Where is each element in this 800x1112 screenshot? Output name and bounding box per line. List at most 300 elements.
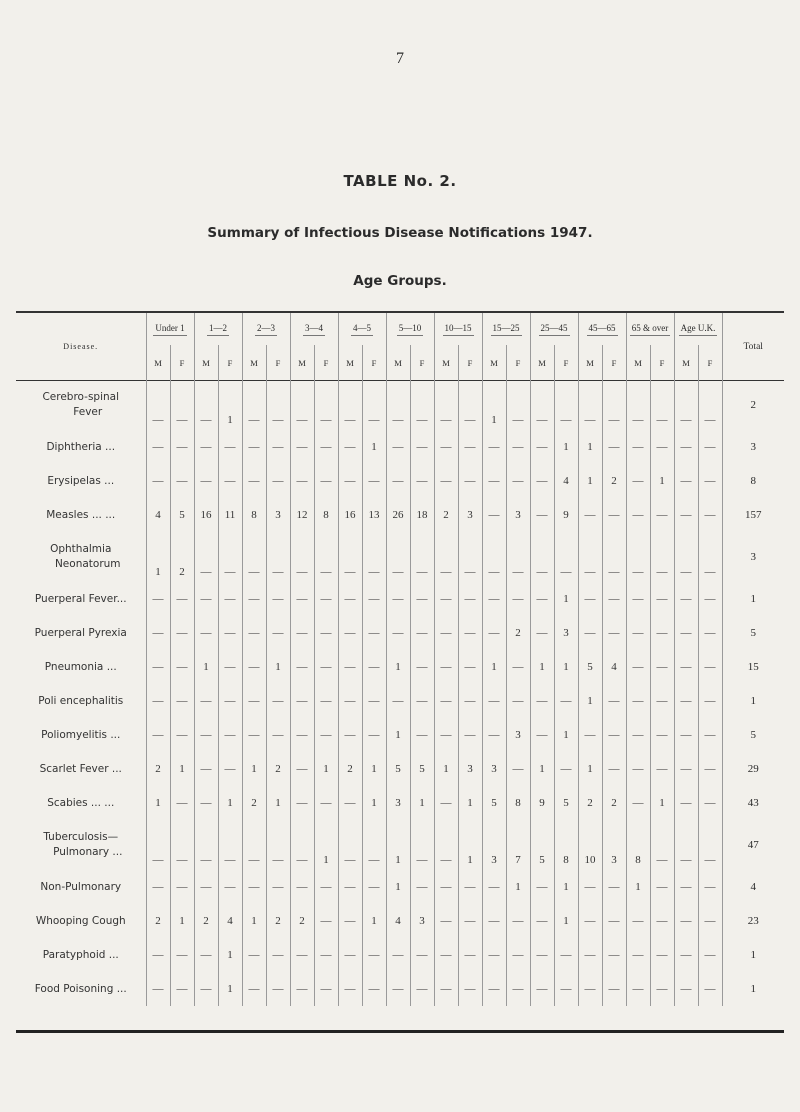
count-cell: — <box>338 650 362 684</box>
count-cell: — <box>650 938 674 972</box>
count-cell: 3 <box>554 616 578 650</box>
disease-name <box>16 752 146 786</box>
age-group-header: 45—65 <box>578 313 626 345</box>
count-cell: — <box>410 820 434 870</box>
count-cell: — <box>458 582 482 616</box>
count-cell: — <box>314 616 338 650</box>
count-cell: — <box>650 532 674 582</box>
table-bottom-rule <box>16 1030 784 1033</box>
count-cell: — <box>242 430 266 464</box>
count-cell: — <box>674 684 698 718</box>
count-cell: — <box>698 870 722 904</box>
count-cell: 1 <box>530 752 554 786</box>
table-row <box>16 430 784 464</box>
disease-name <box>16 786 146 820</box>
age-group-header: 15—25 <box>482 313 530 345</box>
count-cell: 26 <box>386 498 410 532</box>
male-column-header: M <box>338 345 362 380</box>
count-cell: — <box>338 904 362 938</box>
total-cell: 5 <box>722 616 784 650</box>
count-cell: — <box>362 650 386 684</box>
count-cell: — <box>554 684 578 718</box>
count-cell: 1 <box>554 870 578 904</box>
count-cell: — <box>482 430 506 464</box>
count-cell: — <box>242 582 266 616</box>
table-title: TABLE No. 2. <box>343 172 457 190</box>
count-cell: — <box>146 972 170 1006</box>
disease-name <box>16 820 146 870</box>
count-cell: — <box>194 752 218 786</box>
count-cell: — <box>506 938 530 972</box>
count-cell: — <box>338 684 362 718</box>
count-cell: — <box>218 870 242 904</box>
disease-name-line: Neonatorum <box>54 558 121 570</box>
count-cell: — <box>434 684 458 718</box>
count-cell: 1 <box>410 786 434 820</box>
disease-name-line: Measles ... ... <box>46 508 116 521</box>
count-cell: 10 <box>578 820 602 870</box>
count-cell: — <box>170 938 194 972</box>
notifications-table <box>16 313 784 1006</box>
count-cell: — <box>386 380 410 430</box>
count-cell: — <box>602 582 626 616</box>
count-cell: — <box>698 616 722 650</box>
count-cell: — <box>266 972 290 1006</box>
count-cell: — <box>386 430 410 464</box>
count-cell: — <box>650 380 674 430</box>
count-cell: — <box>506 582 530 616</box>
count-cell: — <box>434 616 458 650</box>
count-cell: — <box>626 498 650 532</box>
count-cell: — <box>314 532 338 582</box>
count-cell: — <box>650 650 674 684</box>
count-cell: — <box>170 380 194 430</box>
age-group-header: 3—4 <box>290 313 338 345</box>
count-cell: — <box>242 616 266 650</box>
count-cell: 5 <box>530 820 554 870</box>
count-cell: — <box>674 904 698 938</box>
count-cell: — <box>410 650 434 684</box>
count-cell: — <box>434 380 458 430</box>
count-cell: — <box>338 532 362 582</box>
count-cell: 8 <box>554 820 578 870</box>
count-cell: — <box>674 616 698 650</box>
age-group-header: 2—3 <box>242 313 290 345</box>
disease-name-line: Erysipelas ... <box>47 474 115 487</box>
count-cell: — <box>146 380 170 430</box>
disease-name-line: Poli encephalitis <box>38 694 124 707</box>
count-cell: — <box>290 464 314 498</box>
count-cell: — <box>362 380 386 430</box>
count-cell: — <box>434 718 458 752</box>
male-column-header: M <box>482 345 506 380</box>
count-cell: — <box>698 464 722 498</box>
count-cell: — <box>266 870 290 904</box>
count-cell: 2 <box>506 616 530 650</box>
age-group-header: 4—5 <box>338 313 386 345</box>
count-cell: 2 <box>242 786 266 820</box>
disease-name <box>16 650 146 684</box>
count-cell: — <box>218 752 242 786</box>
count-cell: — <box>674 972 698 1006</box>
count-cell: 8 <box>626 820 650 870</box>
count-cell: 1 <box>218 380 242 430</box>
page-number: 7 <box>396 50 404 67</box>
female-column-header: F <box>650 345 674 380</box>
count-cell: — <box>338 786 362 820</box>
count-cell: 2 <box>578 786 602 820</box>
count-cell: — <box>698 718 722 752</box>
count-cell: 1 <box>482 380 506 430</box>
count-cell: 3 <box>458 752 482 786</box>
count-cell: — <box>674 464 698 498</box>
count-cell: — <box>338 582 362 616</box>
count-cell: — <box>146 820 170 870</box>
count-cell: — <box>578 582 602 616</box>
count-cell: — <box>242 464 266 498</box>
count-cell: — <box>530 938 554 972</box>
count-cell: — <box>578 718 602 752</box>
count-cell: — <box>434 532 458 582</box>
count-cell: — <box>338 464 362 498</box>
count-cell: — <box>626 464 650 498</box>
count-cell: — <box>602 430 626 464</box>
count-cell: — <box>146 430 170 464</box>
count-cell: — <box>458 532 482 582</box>
count-cell: — <box>602 380 626 430</box>
count-cell: — <box>578 972 602 1006</box>
count-cell: — <box>242 820 266 870</box>
count-cell: — <box>362 616 386 650</box>
male-column-header: M <box>578 345 602 380</box>
count-cell: 1 <box>266 786 290 820</box>
count-cell: — <box>674 820 698 870</box>
disease-name <box>16 464 146 498</box>
count-cell: — <box>242 380 266 430</box>
count-cell: — <box>146 616 170 650</box>
disease-name <box>16 904 146 938</box>
count-cell: — <box>698 498 722 532</box>
count-cell: — <box>458 972 482 1006</box>
count-cell: 1 <box>314 752 338 786</box>
table-row <box>16 582 784 616</box>
count-cell: 1 <box>530 650 554 684</box>
male-column-header: M <box>194 345 218 380</box>
count-cell: — <box>362 532 386 582</box>
count-cell: — <box>554 752 578 786</box>
count-cell: — <box>314 684 338 718</box>
count-cell: — <box>362 938 386 972</box>
count-cell: — <box>650 498 674 532</box>
count-cell: — <box>482 616 506 650</box>
count-cell: — <box>602 616 626 650</box>
female-column-header: F <box>698 345 722 380</box>
total-cell: 47 <box>722 820 784 870</box>
count-cell: 3 <box>482 752 506 786</box>
count-cell: — <box>338 616 362 650</box>
count-cell: 2 <box>290 904 314 938</box>
count-cell: 1 <box>578 430 602 464</box>
count-cell: — <box>314 786 338 820</box>
total-cell: 3 <box>722 430 784 464</box>
count-cell: — <box>386 464 410 498</box>
count-cell: — <box>434 904 458 938</box>
count-cell: — <box>266 532 290 582</box>
table-row <box>16 464 784 498</box>
count-cell: — <box>218 430 242 464</box>
count-cell: — <box>338 938 362 972</box>
table-row <box>16 786 784 820</box>
count-cell: — <box>698 752 722 786</box>
count-cell: — <box>146 870 170 904</box>
total-column-header: Total <box>722 313 784 380</box>
count-cell: — <box>338 718 362 752</box>
count-cell: 1 <box>386 870 410 904</box>
count-cell: — <box>434 464 458 498</box>
count-cell: — <box>482 464 506 498</box>
age-group-header: Age U.K. <box>674 313 722 345</box>
count-cell: — <box>674 650 698 684</box>
count-cell: — <box>338 972 362 1006</box>
disease-name-line: Pulmonary ... <box>53 846 123 858</box>
count-cell: — <box>434 870 458 904</box>
count-cell: 1 <box>554 430 578 464</box>
female-column-header: F <box>506 345 530 380</box>
count-cell: — <box>410 870 434 904</box>
count-cell: — <box>314 430 338 464</box>
count-cell: — <box>218 464 242 498</box>
count-cell: 5 <box>482 786 506 820</box>
count-cell: — <box>386 972 410 1006</box>
count-cell: — <box>362 464 386 498</box>
count-cell: 1 <box>146 786 170 820</box>
disease-name <box>16 532 146 582</box>
disease-name-line: Diphtheria ... <box>46 440 116 453</box>
count-cell: 3 <box>506 718 530 752</box>
disease-name-line: Fever <box>73 406 103 418</box>
count-cell: — <box>194 430 218 464</box>
disease-name-line: Tuberculosis— <box>43 831 119 843</box>
count-cell: 1 <box>386 820 410 870</box>
count-cell: 2 <box>338 752 362 786</box>
disease-name-line: Ophthalmia <box>50 543 112 555</box>
count-cell: — <box>458 430 482 464</box>
count-cell: — <box>458 464 482 498</box>
count-cell: — <box>578 498 602 532</box>
count-cell: — <box>386 532 410 582</box>
count-cell: — <box>242 718 266 752</box>
count-cell: 1 <box>242 752 266 786</box>
count-cell: 3 <box>386 786 410 820</box>
count-cell: — <box>602 938 626 972</box>
count-cell: — <box>674 380 698 430</box>
count-cell: 2 <box>146 904 170 938</box>
table-row <box>16 684 784 718</box>
count-cell: — <box>194 464 218 498</box>
count-cell: — <box>170 786 194 820</box>
count-cell: — <box>266 820 290 870</box>
count-cell: — <box>698 972 722 1006</box>
count-cell: — <box>266 380 290 430</box>
female-column-header: F <box>554 345 578 380</box>
count-cell: — <box>650 582 674 616</box>
count-cell: — <box>554 938 578 972</box>
count-cell: 1 <box>554 582 578 616</box>
count-cell: — <box>506 650 530 684</box>
count-cell: — <box>650 684 674 718</box>
count-cell: — <box>650 972 674 1006</box>
count-cell: — <box>650 820 674 870</box>
count-cell: 1 <box>362 904 386 938</box>
table-row <box>16 904 784 938</box>
count-cell: — <box>530 380 554 430</box>
count-cell: — <box>674 532 698 582</box>
count-cell: 1 <box>434 752 458 786</box>
disease-name <box>16 380 146 430</box>
count-cell: — <box>146 464 170 498</box>
count-cell: 8 <box>242 498 266 532</box>
count-cell: — <box>170 820 194 870</box>
count-cell: — <box>266 430 290 464</box>
count-cell: — <box>170 582 194 616</box>
count-cell: — <box>290 718 314 752</box>
disease-name <box>16 718 146 752</box>
count-cell: — <box>314 938 338 972</box>
count-cell: — <box>530 904 554 938</box>
count-cell: 3 <box>506 498 530 532</box>
count-cell: — <box>266 464 290 498</box>
count-cell: 1 <box>554 650 578 684</box>
disease-name-line: Food Poisoning ... <box>34 982 127 995</box>
count-cell: — <box>218 684 242 718</box>
count-cell: — <box>146 718 170 752</box>
count-cell: — <box>146 582 170 616</box>
table-subtitle: Summary of Infectious Disease Notifications 1947. <box>207 225 593 241</box>
count-cell: — <box>674 752 698 786</box>
total-cell: 29 <box>722 752 784 786</box>
count-cell: — <box>650 904 674 938</box>
count-cell: — <box>626 972 650 1006</box>
count-cell: — <box>242 870 266 904</box>
count-cell: 5 <box>386 752 410 786</box>
table-row <box>16 380 784 430</box>
disease-name <box>16 430 146 464</box>
count-cell: — <box>698 582 722 616</box>
count-cell: 2 <box>266 904 290 938</box>
disease-name <box>16 870 146 904</box>
count-cell: — <box>170 430 194 464</box>
count-cell: — <box>578 870 602 904</box>
count-cell: — <box>362 870 386 904</box>
count-cell: — <box>314 904 338 938</box>
count-cell: — <box>458 904 482 938</box>
count-cell: — <box>146 650 170 684</box>
count-cell: 1 <box>170 752 194 786</box>
count-cell: — <box>290 786 314 820</box>
count-cell: — <box>578 938 602 972</box>
count-cell: — <box>314 464 338 498</box>
count-cell: — <box>242 972 266 1006</box>
count-cell: — <box>386 684 410 718</box>
table-row <box>16 616 784 650</box>
count-cell: 9 <box>530 786 554 820</box>
count-cell: 5 <box>578 650 602 684</box>
count-cell: — <box>698 430 722 464</box>
total-cell: 1 <box>722 972 784 1006</box>
count-cell: 1 <box>170 904 194 938</box>
count-cell: 1 <box>242 904 266 938</box>
count-cell: — <box>266 718 290 752</box>
count-cell: — <box>458 380 482 430</box>
table-row <box>16 938 784 972</box>
count-cell: — <box>626 904 650 938</box>
count-cell: — <box>674 718 698 752</box>
count-cell: — <box>530 616 554 650</box>
count-cell: — <box>194 972 218 1006</box>
count-cell: — <box>170 684 194 718</box>
count-cell: — <box>338 870 362 904</box>
count-cell: — <box>482 498 506 532</box>
count-cell: — <box>698 938 722 972</box>
count-cell: — <box>146 684 170 718</box>
total-cell: 3 <box>722 532 784 582</box>
disease-name <box>16 938 146 972</box>
count-cell: — <box>314 650 338 684</box>
count-cell: 1 <box>362 752 386 786</box>
count-cell: — <box>290 650 314 684</box>
total-cell: 23 <box>722 904 784 938</box>
count-cell: — <box>290 430 314 464</box>
count-cell: 1 <box>650 786 674 820</box>
count-cell: — <box>674 938 698 972</box>
disease-name-line: Cerebro-spinal <box>42 391 120 403</box>
female-column-header: F <box>218 345 242 380</box>
male-column-header: M <box>242 345 266 380</box>
count-cell: — <box>314 582 338 616</box>
male-column-header: M <box>386 345 410 380</box>
count-cell: 3 <box>410 904 434 938</box>
count-cell: — <box>482 938 506 972</box>
count-cell: — <box>626 752 650 786</box>
count-cell: 1 <box>146 532 170 582</box>
count-cell: 1 <box>458 786 482 820</box>
count-cell: 3 <box>458 498 482 532</box>
count-cell: — <box>362 820 386 870</box>
count-cell: — <box>458 938 482 972</box>
count-cell: — <box>338 430 362 464</box>
disease-name <box>16 616 146 650</box>
count-cell: 16 <box>194 498 218 532</box>
count-cell: — <box>170 464 194 498</box>
count-cell: 2 <box>170 532 194 582</box>
total-cell: 157 <box>722 498 784 532</box>
count-cell: — <box>650 616 674 650</box>
disease-name-line: Puerperal Pyrexia <box>34 626 127 639</box>
count-cell: 1 <box>626 870 650 904</box>
count-cell: — <box>674 498 698 532</box>
count-cell: 8 <box>506 786 530 820</box>
table-row <box>16 870 784 904</box>
count-cell: — <box>482 972 506 1006</box>
count-cell: — <box>434 582 458 616</box>
female-column-header: F <box>602 345 626 380</box>
count-cell: — <box>578 380 602 430</box>
count-cell: 7 <box>506 820 530 870</box>
count-cell: — <box>338 820 362 870</box>
count-cell: 1 <box>650 464 674 498</box>
count-cell: — <box>290 582 314 616</box>
count-cell: — <box>410 684 434 718</box>
